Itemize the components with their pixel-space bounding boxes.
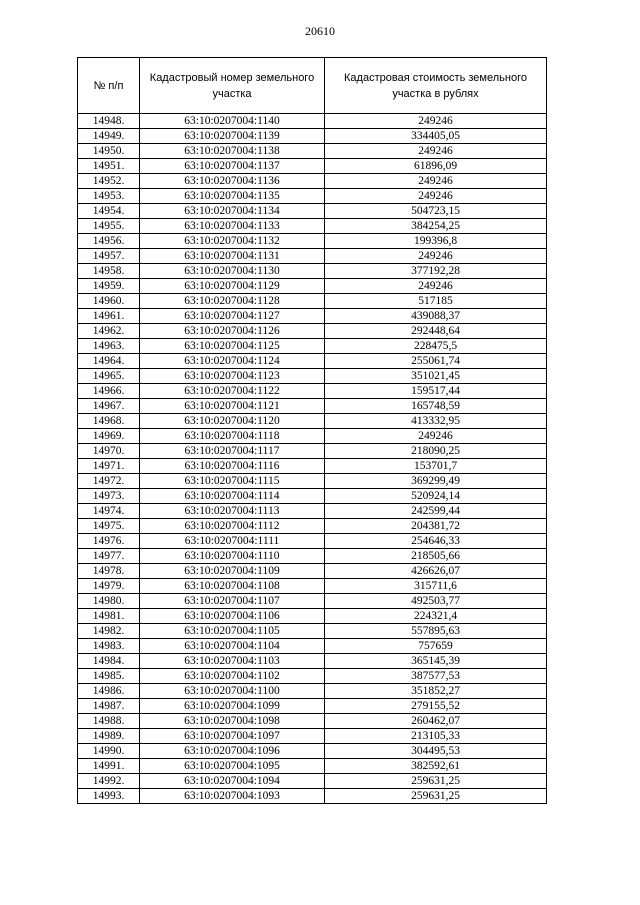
cadastral-value: 249246	[325, 249, 547, 264]
table-row	[78, 594, 547, 609]
cadastral-number: 63:10:0207004:1114	[140, 489, 325, 504]
row-number: 14976.	[78, 534, 140, 549]
cadastral-value: 242599,44	[325, 504, 547, 519]
table-row	[78, 414, 547, 429]
table-row	[78, 369, 547, 384]
table-row	[78, 549, 547, 564]
cadastral-value: 228475,5	[325, 339, 547, 354]
row-number: 14968.	[78, 414, 140, 429]
row-number: 14978.	[78, 564, 140, 579]
table-row	[78, 759, 547, 774]
row-number: 14993.	[78, 789, 140, 804]
cadastral-number: 63:10:0207004:1093	[140, 789, 325, 804]
cadastral-number: 63:10:0207004:1098	[140, 714, 325, 729]
cadastral-value: 249246	[325, 114, 547, 129]
table-header-row	[78, 58, 547, 114]
cadastral-number: 63:10:0207004:1113	[140, 504, 325, 519]
table-row	[78, 279, 547, 294]
cadastral-number: 63:10:0207004:1102	[140, 669, 325, 684]
table-row	[78, 654, 547, 669]
cadastral-number: 63:10:0207004:1123	[140, 369, 325, 384]
table-row	[78, 264, 547, 279]
row-number: 14971.	[78, 459, 140, 474]
cadastral-number: 63:10:0207004:1097	[140, 729, 325, 744]
cadastral-value: 387577,53	[325, 669, 547, 684]
table-row	[78, 459, 547, 474]
cadastral-number: 63:10:0207004:1094	[140, 774, 325, 789]
table-row	[78, 429, 547, 444]
table-row	[78, 129, 547, 144]
row-number: 14961.	[78, 309, 140, 324]
cadastral-value: 153701,7	[325, 459, 547, 474]
row-number: 14977.	[78, 549, 140, 564]
header-cadastral-number: Кадастровый номер земельного участка	[140, 58, 325, 114]
cadastral-value: 224321,4	[325, 609, 547, 624]
row-number: 14957.	[78, 249, 140, 264]
cadastral-value: 159517,44	[325, 384, 547, 399]
row-number: 14984.	[78, 654, 140, 669]
cadastral-number: 63:10:0207004:1129	[140, 279, 325, 294]
cadastral-number: 63:10:0207004:1135	[140, 189, 325, 204]
cadastral-value: 557895,63	[325, 624, 547, 639]
cadastral-number: 63:10:0207004:1100	[140, 684, 325, 699]
cadastral-number: 63:10:0207004:1105	[140, 624, 325, 639]
header-cadastral-value: Кадастровая стоимость земельного участка в рублях	[325, 58, 547, 114]
row-number: 14990.	[78, 744, 140, 759]
cadastral-number: 63:10:0207004:1137	[140, 159, 325, 174]
table-row	[78, 474, 547, 489]
cadastral-value: 213105,33	[325, 729, 547, 744]
table-row	[78, 189, 547, 204]
cadastral-value: 249246	[325, 429, 547, 444]
row-number: 14981.	[78, 609, 140, 624]
cadastral-number: 63:10:0207004:1138	[140, 144, 325, 159]
row-number: 14955.	[78, 219, 140, 234]
cadastral-value: 492503,77	[325, 594, 547, 609]
table-row	[78, 534, 547, 549]
cadastral-value: 365145,39	[325, 654, 547, 669]
cadastral-value: 315711,6	[325, 579, 547, 594]
cadastral-value: 351852,27	[325, 684, 547, 699]
cadastral-number: 63:10:0207004:1122	[140, 384, 325, 399]
cadastral-number: 63:10:0207004:1131	[140, 249, 325, 264]
table-row	[78, 144, 547, 159]
table-row	[78, 114, 547, 129]
cadastral-number: 63:10:0207004:1111	[140, 534, 325, 549]
row-number: 14948.	[78, 114, 140, 129]
cadastral-number: 63:10:0207004:1106	[140, 609, 325, 624]
row-number: 14970.	[78, 444, 140, 459]
cadastral-number: 63:10:0207004:1103	[140, 654, 325, 669]
cadastral-value: 255061,74	[325, 354, 547, 369]
table-row	[78, 354, 547, 369]
cadastral-value: 259631,25	[325, 789, 547, 804]
cadastral-value: 757659	[325, 639, 547, 654]
row-number: 14962.	[78, 324, 140, 339]
row-number: 14969.	[78, 429, 140, 444]
cadastral-value: 384254,25	[325, 219, 547, 234]
table-row	[78, 249, 547, 264]
cadastral-value: 204381,72	[325, 519, 547, 534]
table-row	[78, 579, 547, 594]
cadastral-number: 63:10:0207004:1140	[140, 114, 325, 129]
cadastral-value: 351021,45	[325, 369, 547, 384]
cadastral-number: 63:10:0207004:1128	[140, 294, 325, 309]
table-row	[78, 519, 547, 534]
cadastral-value: 520924,14	[325, 489, 547, 504]
cadastral-number: 63:10:0207004:1125	[140, 339, 325, 354]
cadastral-number: 63:10:0207004:1136	[140, 174, 325, 189]
cadastral-value: 249246	[325, 189, 547, 204]
cadastral-number: 63:10:0207004:1109	[140, 564, 325, 579]
cadastral-number: 63:10:0207004:1112	[140, 519, 325, 534]
cadastral-table	[77, 57, 547, 804]
cadastral-number: 63:10:0207004:1104	[140, 639, 325, 654]
cadastral-value: 304495,53	[325, 744, 547, 759]
row-number: 14952.	[78, 174, 140, 189]
table-row	[78, 399, 547, 414]
cadastral-number: 63:10:0207004:1132	[140, 234, 325, 249]
table-row	[78, 234, 547, 249]
table-row	[78, 159, 547, 174]
cadastral-number: 63:10:0207004:1130	[140, 264, 325, 279]
cadastral-value: 382592,61	[325, 759, 547, 774]
row-number: 14982.	[78, 624, 140, 639]
cadastral-value: 199396,8	[325, 234, 547, 249]
cadastral-value: 426626,07	[325, 564, 547, 579]
table-row	[78, 384, 547, 399]
row-number: 14992.	[78, 774, 140, 789]
cadastral-value: 218505,66	[325, 549, 547, 564]
table-row	[78, 744, 547, 759]
row-number: 14963.	[78, 339, 140, 354]
cadastral-number: 63:10:0207004:1096	[140, 744, 325, 759]
row-number: 14980.	[78, 594, 140, 609]
cadastral-number: 63:10:0207004:1139	[140, 129, 325, 144]
table-row	[78, 444, 547, 459]
cadastral-number: 63:10:0207004:1124	[140, 354, 325, 369]
cadastral-value: 369299,49	[325, 474, 547, 489]
cadastral-value: 439088,37	[325, 309, 547, 324]
row-number: 14988.	[78, 714, 140, 729]
table-row	[78, 789, 547, 804]
cadastral-value: 377192,28	[325, 264, 547, 279]
table-row	[78, 639, 547, 654]
cadastral-value: 292448,64	[325, 324, 547, 339]
cadastral-number: 63:10:0207004:1127	[140, 309, 325, 324]
row-number: 14985.	[78, 669, 140, 684]
cadastral-number: 63:10:0207004:1120	[140, 414, 325, 429]
cadastral-number: 63:10:0207004:1126	[140, 324, 325, 339]
table-row	[78, 699, 547, 714]
cadastral-value: 249246	[325, 279, 547, 294]
cadastral-number: 63:10:0207004:1115	[140, 474, 325, 489]
row-number: 14966.	[78, 384, 140, 399]
table-row	[78, 324, 547, 339]
cadastral-value: 517185	[325, 294, 547, 309]
table-row	[78, 204, 547, 219]
table-row	[78, 219, 547, 234]
table-row	[78, 339, 547, 354]
cadastral-number: 63:10:0207004:1108	[140, 579, 325, 594]
table-row	[78, 309, 547, 324]
row-number: 14959.	[78, 279, 140, 294]
table-row	[78, 174, 547, 189]
cadastral-value: 249246	[325, 144, 547, 159]
table-row	[78, 774, 547, 789]
cadastral-value: 165748,59	[325, 399, 547, 414]
row-number: 14956.	[78, 234, 140, 249]
cadastral-number: 63:10:0207004:1116	[140, 459, 325, 474]
cadastral-value: 218090,25	[325, 444, 547, 459]
cadastral-value: 334405,05	[325, 129, 547, 144]
row-number: 14979.	[78, 579, 140, 594]
cadastral-number: 63:10:0207004:1117	[140, 444, 325, 459]
row-number: 14965.	[78, 369, 140, 384]
cadastral-value: 254646,33	[325, 534, 547, 549]
table-row	[78, 714, 547, 729]
row-number: 14949.	[78, 129, 140, 144]
row-number: 14953.	[78, 189, 140, 204]
row-number: 14987.	[78, 699, 140, 714]
cadastral-number: 63:10:0207004:1134	[140, 204, 325, 219]
row-number: 14975.	[78, 519, 140, 534]
table-row	[78, 684, 547, 699]
cadastral-value: 61896,09	[325, 159, 547, 174]
cadastral-number: 63:10:0207004:1110	[140, 549, 325, 564]
row-number: 14972.	[78, 474, 140, 489]
row-number: 14967.	[78, 399, 140, 414]
table-row	[78, 669, 547, 684]
cadastral-value: 260462,07	[325, 714, 547, 729]
table-row	[78, 729, 547, 744]
page-number: 20610	[305, 24, 335, 38]
row-number: 14958.	[78, 264, 140, 279]
row-number: 14960.	[78, 294, 140, 309]
row-number: 14964.	[78, 354, 140, 369]
row-number: 14973.	[78, 489, 140, 504]
table-row	[78, 489, 547, 504]
cadastral-number: 63:10:0207004:1095	[140, 759, 325, 774]
header-num: № п/п	[78, 58, 140, 114]
row-number: 14989.	[78, 729, 140, 744]
cadastral-value: 259631,25	[325, 774, 547, 789]
cadastral-number: 63:10:0207004:1121	[140, 399, 325, 414]
table-row	[78, 294, 547, 309]
cadastral-number: 63:10:0207004:1133	[140, 219, 325, 234]
cadastral-number: 63:10:0207004:1107	[140, 594, 325, 609]
row-number: 14974.	[78, 504, 140, 519]
table-row	[78, 564, 547, 579]
row-number: 14991.	[78, 759, 140, 774]
row-number: 14954.	[78, 204, 140, 219]
table-row	[78, 624, 547, 639]
row-number: 14983.	[78, 639, 140, 654]
cadastral-value: 279155,52	[325, 699, 547, 714]
table-row	[78, 609, 547, 624]
row-number: 14950.	[78, 144, 140, 159]
cadastral-value: 504723,15	[325, 204, 547, 219]
cadastral-number: 63:10:0207004:1099	[140, 699, 325, 714]
table-body	[78, 114, 547, 804]
cadastral-value: 413332,95	[325, 414, 547, 429]
row-number: 14986.	[78, 684, 140, 699]
table-row	[78, 504, 547, 519]
cadastral-number: 63:10:0207004:1118	[140, 429, 325, 444]
cadastral-value: 249246	[325, 174, 547, 189]
row-number: 14951.	[78, 159, 140, 174]
